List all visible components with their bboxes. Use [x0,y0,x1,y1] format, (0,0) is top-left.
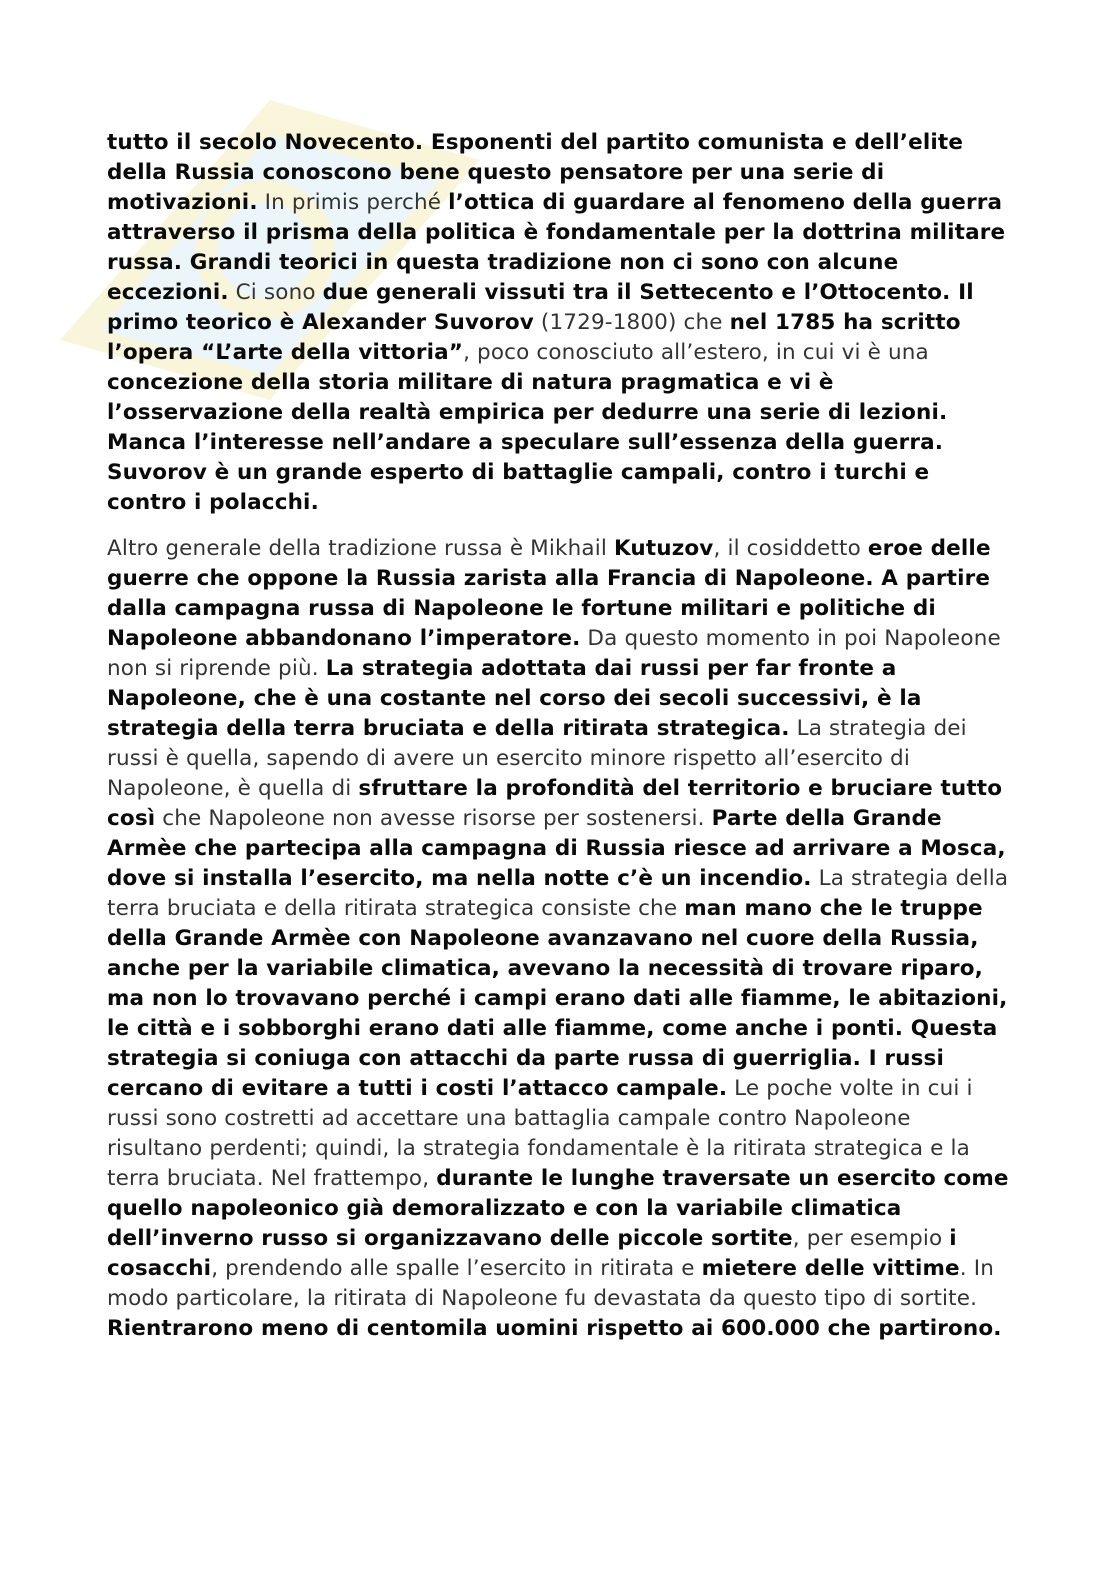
bold-text-run: concezione della storia militare di natura pragmatica e vi è l’osservazione della realtà empirica per dedurre una serie di lezioni. Manca l’interesse nell’andare a speculare sull’essenza della guerra. Suvorov è un grande esperto di battaglie campali, contro i turchi e contro i polacchi. [107,370,948,515]
text-run: , per esempio [792,1226,950,1251]
text-run: La strategia della terra bruciata e della ritirata strategica consiste che [107,866,1009,921]
bold-text-run: eroe delle guerre che oppone la Russia zarista alla Francia di Napoleone. A partire dalla campagna russa di Napoleone le fortune militari e politiche di Napoleone abbandonano l’imperatore. [107,536,991,651]
text-run: . In modo particolare, la ritirata di Napoleone fu devastata da questo tipo di sortite. [107,1256,994,1311]
bold-text-run: man mano che le truppe della Grande Armèe con Napoleone avanzavano nel cuore della Russia, anche per la variabile climatica, avevano la necessità di trovare riparo, ma non lo trovavano perché i campi erano dati alle fiamme, le abitazioni, le città e i sobborghi erano dati alle fiamme, come anche i ponti. Questa strategia si coniuga con attacchi da parte russa di guerriglia. I russi cercano di evitare a tutti i costi l’attacco campale. [107,896,1008,1101]
bold-text-run: Rientrarono meno di centomila uomini rispetto ai 600.000 che partirono. [107,1316,1002,1341]
document-body [107,128,1012,1344]
bold-text-run: tutto il secolo Novecento. Esponenti del partito comunista e dell’elite della Russia conoscono bene questo pensatore per una serie di motivazioni. [107,130,964,215]
bold-text-run: sfruttare la profondità del territorio e bruciare tutto così [107,776,1003,831]
text-run: , il cosiddetto [713,536,868,561]
text-run: (1729-1800) che [533,310,730,335]
bold-text-run: l’ottica di guardare al fenomeno della guerra attraverso il prisma della politica è fondamentale per la dottrina militare russa. Grandi teorici in questa tradizione non ci sono con alcune eccezioni. [107,190,1006,305]
text-run: , poco conosciuto all’estero, in cui vi è una [463,340,929,365]
paragraph-2 [107,534,1012,1344]
text-run: In primis perché [257,190,449,215]
bold-text-run: durante le lunghe traversate un esercito come quello napoleonico già demoralizzato e con la variabile climatica dell’inverno russo si organizzavano delle piccole sortite [107,1166,1009,1251]
bold-text-run: mietere delle vittime [701,1256,960,1281]
paragraph-1 [107,128,1012,518]
bold-text-run: Parte della Grande Armèe che partecipa alla campagna di Russia riesce ad arrivare a Mosca, dove si installa l’esercito, ma nella notte c’è un incendio. [107,806,1006,891]
bold-text-run: due generali vissuti tra il Settecento e l’Ottocento. Il primo teorico è Alexander Suvorov [107,280,974,335]
text-run: La strategia dei russi è quella, sapendo di avere un esercito minore rispetto all’esercito di Napoleone, è quella di [107,716,967,801]
bold-text-run: nel 1785 ha scritto l’opera “L’arte della vittoria” [107,310,961,365]
text-run: che Napoleone non avesse risorse per sostenersi. [155,806,712,831]
text-run: , prendendo alle spalle l’esercito in ritirata e [211,1256,702,1281]
bold-text-run: Kutuzov [613,536,714,561]
text-run: Altro generale della tradizione russa è Mikhail [107,536,614,561]
bold-text-run: i cosacchi [107,1226,957,1281]
text-run: Da questo momento in poi Napoleone non si riprende più. [107,626,1001,681]
text-run: Ci sono [228,280,323,305]
bold-text-run: La strategia adottata dai russi per far fronte a Napoleone, che è una costante nel corso dei secoli successivi, è la strategia della terra bruciata e della ritirata strategica. [107,656,922,741]
text-run: Le poche volte in cui i russi sono costretti ad accettare una battaglia campale contro Napoleone risultano perdenti; quindi, la strategia fondamentale è la ritirata strategica e la terra bruciata. Nel frattempo, [107,1076,973,1191]
